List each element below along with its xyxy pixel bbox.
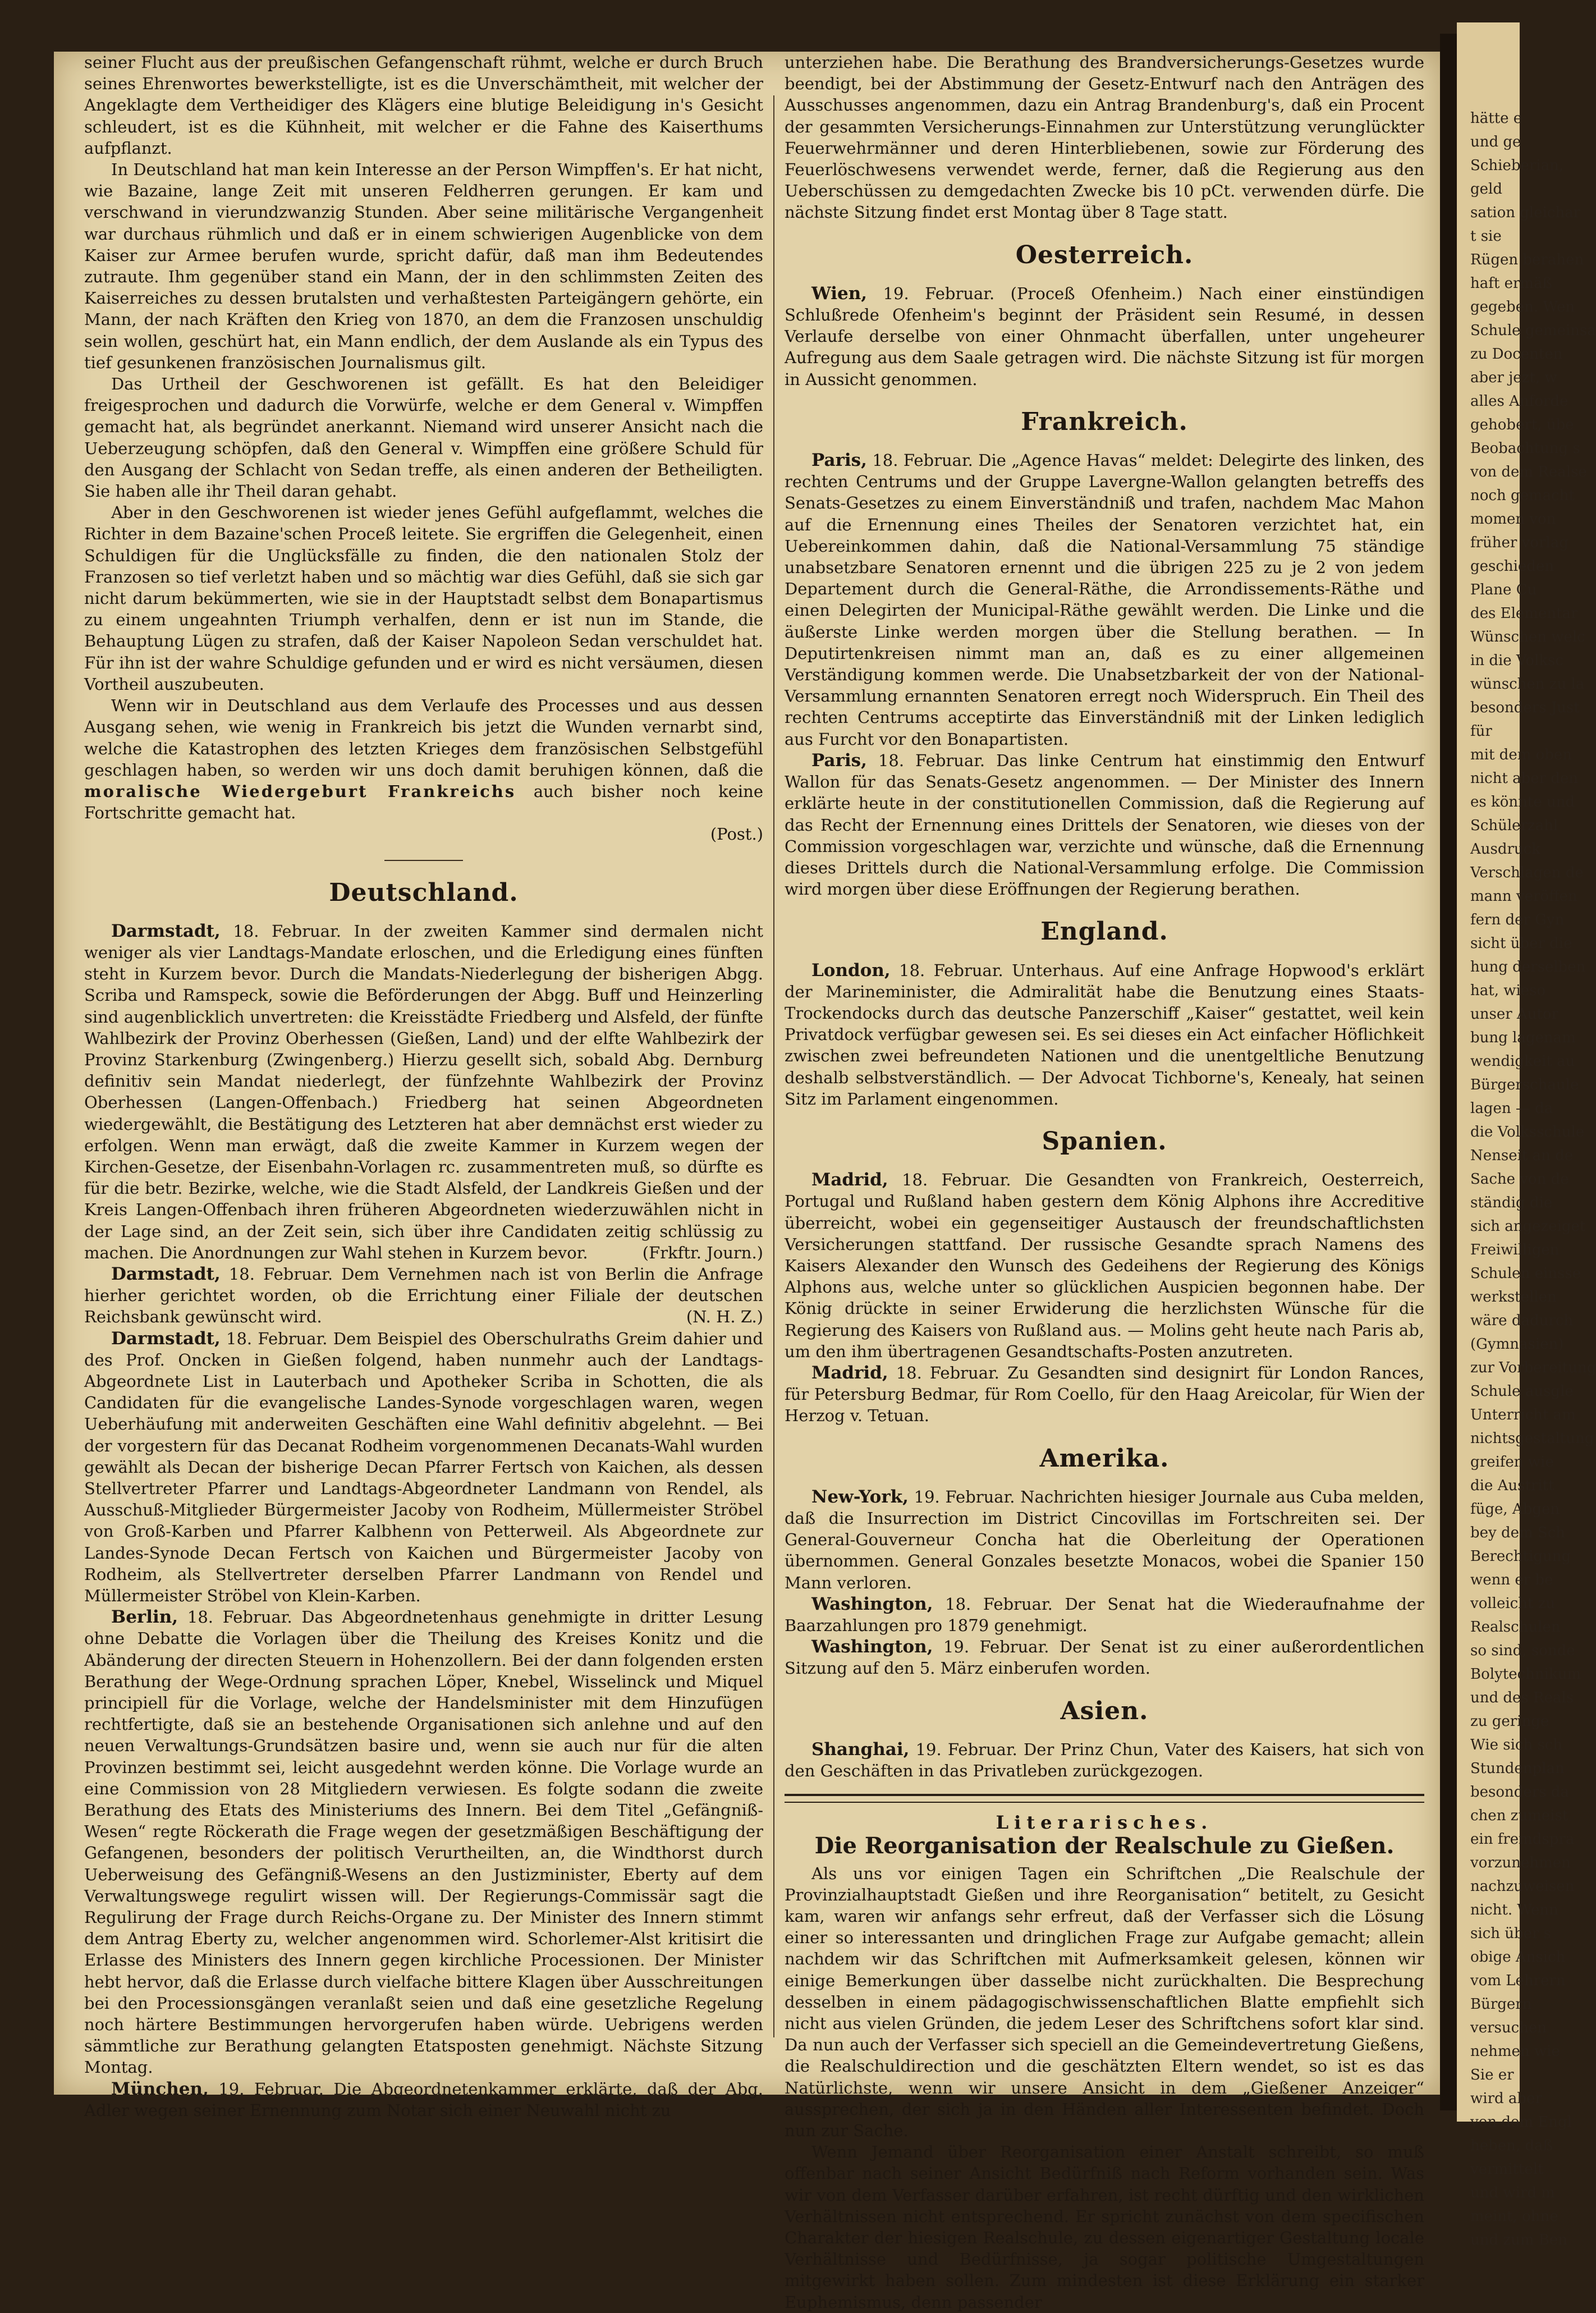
spaced-emphasis: moralische Wiedergeburt Frankreichs bbox=[84, 781, 516, 801]
dateline-place: Paris, bbox=[811, 450, 867, 471]
paragraph: Das Urtheil der Geschworenen ist gefällt. Es hat den Beleidiger freigesprochen und dadurch die Vorwürfe, welche er dem General v. Wimpffen gemacht hat, als begründet anerkannt. Niemand wird unserer Ansicht nach die Ueberzeugung schöpfen, daß den General v. Wimpffen eine größere Schuld für den Ausgang der Schlacht von Sedan treffe, als einen anderen der Betheiligten. Sie haben alle ihr Theil daran gehabt. bbox=[84, 374, 763, 501]
left-column bbox=[84, 52, 763, 2121]
news-item bbox=[785, 750, 1424, 900]
news-text: 18. Februar. Die „Agence Havas“ meldet: Delegirte des linken, des rechten Centrums und der Gruppe Lavergne-Wallon gelangten betreffs des Senats-Gesetzes zu einem Einverständniß und trafen, nachdem Mac Mahon auf die Ernennung eines Theiles der Senatoren verzichtet hat, ein Uebereinkommen dahin, daß die National-Versammlung 75 ständige unabsetzbare Senatoren ernennt und die übrigen 225 zu je 2 von jedem Departement durch die General-Räthe, die Arrondissements-Räthe und einen Delegirten der Municipal-Räthe gewählt werden. Die Linke und die äußerste Linke werden morgen über die Stellung berathen. — In Deputirtenkreisen nimmt man an, daß es zu einer allgemeinen Verständigung kommen werde. Die Unabsetzbarkeit der von der National-Versammlung ernannten Senatoren erregt noch Widerspruch. Ein Theil des rechten Centrums acceptirte das Einverständniß mit der Linken lediglich aus Furcht vor den Bonapartisten. bbox=[785, 451, 1424, 749]
source-note: (Post.) bbox=[710, 825, 763, 844]
news-list-deutschland bbox=[84, 920, 763, 2121]
section-heading: Spanien. bbox=[1042, 1126, 1167, 1156]
closing-text-b: auch bisher noch keine Fortschritte gemacht hat. bbox=[84, 781, 763, 823]
news-text: 18. Februar. Unterhaus. Auf eine Anfrage Hopwood's erklärt der Marineminister, die Admiralität habe die Benutzung eines Staats-Trockendocks durch das deutsche Panzerschiff „Kaiser“ gestattet, weil kein Privatdock verfügbar gewesen sei. Es sei dieses ein Act einfacher Höflichkeit zwischen zwei befreundeten Nationen und die unentgeltliche Benutzung deshalb selbstverständlich. — Der Advocat Tichborne's, Kenealy, hat seinen Sitz im Parlament eingenommen. bbox=[785, 960, 1424, 1109]
dateline-place: Madrid, bbox=[811, 1170, 888, 1190]
news-item bbox=[785, 450, 1424, 750]
news-item bbox=[84, 1328, 763, 1607]
paragraph: seiner Flucht aus der preußischen Gefangenschaft rühmt, welche er durch Bruch seines Ehrenwortes bewerkstelligte, ist es die Unverschämtheit, mit welcher der Angeklagte dem Vertheidiger des Klägers eine blutige Beleidigung in's Gesicht schleudert, ist es die Kühnheit, mit welcher er die Fahne des Kaiserthums aufpflanzt. bbox=[84, 53, 763, 158]
section-heading: England. bbox=[1040, 917, 1168, 946]
dateline-place: Washington, bbox=[811, 1593, 933, 1614]
dateline-place: Darmstadt, bbox=[111, 1263, 221, 1284]
section-heading: Amerika. bbox=[1039, 1444, 1170, 1473]
dateline-place: Paris, bbox=[811, 750, 867, 771]
dateline-place: Darmstadt, bbox=[111, 1328, 221, 1349]
news-item bbox=[785, 1486, 1424, 1593]
news-source: (Frkftr. Journ.) bbox=[642, 1243, 763, 1262]
dateline-place: Darmstadt, bbox=[111, 920, 221, 941]
paragraph: unterziehen habe. Die Berathung des Brandversicherungs-Gesetzes wurde beendigt, bei der Abstimmung der Gesetz-Entwurf nach den Anträgen des Ausschusses angenommen, dazu ein Antrag Brandenburg's, daß ein Procent der gesammten Versicherungs-Einnahmen zur Unterstützung verunglückter Feuerwehrmänner und deren Hinterbliebenen, sowie zur Förderung des Feuerlöschwesens verwendet werde, ferner, daß die Regierung aus den Ueberschüssen zu demgedachten Zwecke bis 10 pCt. verwenden dürfe. Die nächste Sitzung findet erst Montag über 8 Tage statt. bbox=[785, 53, 1424, 222]
news-item bbox=[785, 283, 1424, 390]
dateline-place: Washington, bbox=[811, 1637, 933, 1657]
closing-text-a: Wenn wir in Deutschland aus dem Verlaufe des Processes und aus dessen Ausgang sehen, wie wenig in Frankreich bis jetzt die Wunden vernarbt sind, welche die Katastrophen des letzten Krieges dem französischen Selbstgefühl geschlagen haben, so werden wir uns doch damit beruhigen können, daß die bbox=[84, 696, 763, 780]
next-page-edge bbox=[1457, 22, 1596, 2248]
news-source: (N. H. Z.) bbox=[686, 1307, 763, 1327]
news-text: 18. Februar. In der zweiten Kammer sind dermalen nicht weniger als vier Landtags-Mandate erloschen, und die Erledigung eines fünften steht in Kurzem bevor. Durch die Mandats-Niederlegung der bisherigen Abgg. Scriba und Ramspeck, sowie die Beförderungen der Abgg. Buff und Heinzerling sind augenblicklich unvertreten: die Kreisstädte Friedberg und Alsfeld, der fünfte Wahlbezirk der Provinz Oberhessen (Gießen, Land) und der elfte Wahlbezirk der Provinz Starkenburg (Zwingenberg.) Hierzu gesellt sich, sobald Abg. Dernburg definitiv sein Mandat niederlegt, der fünfzehnte Wahlbezirk der Provinz Oberhessen (Langen-Offenbach.) Friedberg hat seinen Abgeordneten wiedergewählt, die Bestätigung des Letzteren hat aber demnächst erst wieder zu erfolgen. Wenn man erwägt, daß die zweite Kammer in Kurzem wegen der Kirchen-Gesetze, der Eisenbahn-Vorlagen rc. zusammentreten muß, so dürfte es für die betr. Bezirke, welche, wie die Stadt Alsfeld, der Landkreis Gießen und der Kreis Langen-Offenbach ihren früheren Abgeordneten wiederzuwählen nicht in der Lage sind, an der Zeit sein, sich über ihre Candidaten zeitig schlüssig zu machen. Die Anordnungen zur Wahl stehen in Kurzem bevor. bbox=[84, 921, 764, 1262]
news-item bbox=[785, 960, 1424, 1110]
news-item bbox=[84, 920, 763, 1263]
dateline-place: Shanghai, bbox=[811, 1739, 910, 1760]
dateline-place: Wien, bbox=[811, 283, 868, 304]
column-divider bbox=[773, 95, 774, 2037]
news-text: 18. Februar. Zu Gesandten sind designirt für London Rances, für Petersburg Bedmar, für Rom Coello, für den Haag Areicolar, für Wien der Herzog v. Tetuan. bbox=[785, 1363, 1424, 1426]
closing-paragraph bbox=[84, 695, 763, 823]
literary-title: Die Reorganisation der Realschule zu Gießen. bbox=[814, 1833, 1395, 1859]
news-item bbox=[785, 1636, 1424, 1679]
next-page-fragment: hätte e und ge Schieberian, geld sation gleichar t sie Rügen berahen haft ermäß gegeben. Wen Schule gemeinsa zu Docenten aber jezt, w alles Anforde gehobert, übe Beobachtung s von dem Realse noch gemacht momen von früher vorlag geschieden Plane Cu des Elementar Wünschen welc in die Volksc wünschen zu la besonders Just für mit dem oben nicht aber den es könnte und Schülerzahl Ausdruck Verschlagen de mann veröffen fern der Gyn sicht über die hung derselben hat, wieso unser Autor bung lagenam wendigkeit au Bürgerschaule lagen — da die Volksschule Nenseit an de Sache von de ständig die sich angezeiget Freiwilligen Schulen einsse werkstellen wäre dadurch (Gymnasien) zur Vorbereitung Schule ausgle Unterricht am nichtsgestaltung greifen wie die Austritt füge, Abgen bey dem Sch Berechtigung wenn er be volleicht zu Realschulen so sind, sonde Bolytechnikum und des Reals zu geringe Wie sich sch Stundenplan besonders da chen zumeist ein fremdspra vorzunehmen nachzuweisen nicht. Wenn sich über s obige Ansich vom Lehrern Bürgern versuchen nehmen wie Sie er wird aber von dem Engl heben, daß vermittelt und wird m meint, ohne und zum Ben bbox=[1470, 110, 1596, 2248]
news-text: 19. Februar. Die Abgeordnetenkammer erklärte, daß der Abg. Adler wegen seiner Ernennung zum Notar sich einer Neuwahl nicht zu bbox=[84, 2079, 763, 2120]
feuilleton-rule bbox=[785, 1794, 1424, 1803]
section-heading: Asien. bbox=[1060, 1696, 1149, 1725]
section-heading-deutschland: Deutschland. bbox=[329, 878, 519, 907]
literary-label: Literarisches. bbox=[996, 1812, 1213, 1834]
news-sections bbox=[785, 240, 1425, 1782]
news-text: 19. Februar. Der Prinz Chun, Vater des Kaisers, hat sich von den Geschäften in das Privatleben zurückgezogen. bbox=[785, 1739, 1425, 1781]
news-text: 19. Februar. Nachrichten hiesiger Journale aus Cuba melden, daß die Insurrection im District Cincovillas im Fortschreiten sei. Der General-Gouverneur Concha hat die Oberleitung der Operationen übernommen. General Gonzales besetzte Monacos, wobei die Spanier 150 Mann verloren. bbox=[785, 1487, 1424, 1592]
news-text: 18. Februar. Der Senat hat die Wiederaufnahme der Baarzahlungen pro 1879 genehmigt. bbox=[785, 1594, 1425, 1635]
paragraph: Wenn Jemand über Reorganisation einer Anstalt schreibt, so muß offenbar nach seiner Ansicht Bedürfniß nach Reform vorhanden sein. Was wir von dem Verfasser darüber erfahren, ist recht dürftig und den wirklichen Verhältnissen nicht entsprechend. Er spricht zunächst von dem specifischen Charakter der hiesigen Realschule, zu dessen eigenartiger Gestaltung locale Verhältnisse und Bedürfnisse, ja sogar politische Umgestaltungen mitgewirkt haben sollen. Zum mindesten ist diese Erklärung ein starker Euphemismus, denn passender bbox=[785, 2142, 1424, 2312]
paragraph: In Deutschland hat man kein Interesse an der Person Wimpffen's. Er hat nicht, wie Bazaine, lange Zeit mit unseren Feldherren gerungen. Er kam und verschwand in vierundzwanzig Stunden. Aber seine militärische Vergangenheit war durchaus rühmlich und daß er in einem schwierigen Augenblicke von dem Kaiser zur Armee berufen wurde, spricht dafür, daß man ihm Bedeutendes zutraute. Ihm gegenüber stand ein Mann, der in den schlimmsten Zeiten des Kaiserreiches zu dessen brutalsten und verhaßtesten Parteigängern gehörte, ein Mann, der nach Kräften den Krieg von 1870, an dem die Franzosen unschuldig sein wollen, geschürt hat, ein Mann endlich, der dem Auslande als ein Typus des tief gesunkenen französischen Journalismus gilt. bbox=[84, 160, 763, 372]
dateline-place: Berlin, bbox=[111, 1607, 178, 1628]
news-item bbox=[785, 1362, 1424, 1427]
news-item bbox=[785, 1593, 1424, 1636]
news-text: 19. Februar. (Proceß Ofenheim.) Nach einer einstündigen Schlußrede Ofenheim's beginnt der Präsident sein Resumé, in dessen Verlaufe derselbe von einer Ohnmacht überfallen, unter ungeheurer Aufregung aus dem Saale getragen wird. Die nächste Sitzung ist für morgen in Aussicht genommen. bbox=[785, 283, 1424, 389]
news-text: 19. Februar. Der Senat ist zu einer außerordentlichen Sitzung auf den 5. März einberufen worden. bbox=[785, 1637, 1424, 1678]
news-item bbox=[84, 1263, 763, 1328]
section-rule bbox=[384, 860, 463, 861]
news-text: 18. Februar. Dem Beispiel des Oberschulraths Greim dahier und des Prof. Oncken in Gießen folgend, haben nunmehr auch der Landtags-Abgeordnete List in Lauterbach und Apotheker Scriba in Schotten, die als Candidaten für die evangelische Landes-Synode vorgeschlagen waren, wegen Ueberhäufung mit anderweiten Geschäften eine Wahl definitiv abgelehnt. — Bei der vorgestern für das Decanat Rodheim vorgenommenen Decanats-Wahl wurden gewählt als Decan der bisherige Decan Pfarrer Fertsch von Kaichen, als dessen Stellvertreter Pfarrer und Landtags-Abgeordneter Landmann von Rendel, als Ausschuß-Mitglieder Bürgermeister Jacoby von Rodheim, Müllermeister Ströbel von Groß-Karben und Pfarrer Kalbhenn von Petterweil. Als Abgeordnete zur Landes-Synode Decan Fertsch von Kaichen und Bürgermeister Jacoby von Rodheim, als Stellvertreter derselben Pfarrer Landmann von Rendel und Müllermeister Ströbel von Klein-Karben. bbox=[84, 1329, 763, 1606]
paragraph: Aber in den Geschworenen ist wieder jenes Gefühl aufgeflammt, welches die Richter in dem Bazaine'schen Proceß leitete. Sie ergriffen die Gelegenheit, einen Schuldigen für die Unglücksfälle zu finden, die den nationalen Stolz der Franzosen so tief verletzt haben und so mächtig war dies Gefühl, daß sie sich gar nicht darum bekümmerten, wie sie in der Hauptstadt selbst dem Bonapartismus zu einem ungeahnten Triumph verhalfen, denn er ist nun im Stande, die Behauptung Lügen zu strafen, daß der Kaiser Napoleon Sedan verschuldet hat. Für ihn ist der wahre Schuldige gefunden und er wird es nicht versäumen, diesen Vortheil auszubeuten. bbox=[84, 503, 763, 694]
book-gutter bbox=[1440, 34, 1457, 2110]
news-text: 18. Februar. Dem Vernehmen nach ist von Berlin die Anfrage hierher gerichtet worden, ob die Errichtung einer Filiale der deutschen Reichsbank gewünscht wird. bbox=[84, 1264, 764, 1327]
news-item bbox=[84, 1606, 763, 2078]
news-item bbox=[785, 1169, 1424, 1362]
dateline-place: New-York, bbox=[811, 1486, 909, 1507]
section-heading: Oesterreich. bbox=[1015, 240, 1194, 269]
paragraph: Als uns vor einigen Tagen ein Schriftchen „Die Realschule der Provinzialhauptstadt Gießen und ihre Reorganisation“ betitelt, zu Gesicht kam, waren wir anfangs sehr erfreut, daß der Verfasser sich die Lösung einer so interessanten und dringlichen Frage zur Aufgabe gemacht; allein nachdem wir das Schriftchen mit Aufmerksamkeit gelesen, können wir einige Bemerkungen über dasselbe nicht zurückhalten. Die Besprechung desselben in einem pädagogischwissenschaftlichen Blatte empfiehlt sich nicht aus vielen Gründen, die jedem Leser des Schriftchens sofort klar sind. Da nun auch der Verfasser sich speciell an die Gemeindevertretung Gießens, die Realschuldirection und die geschätzten Eltern wendet, so ist es das Natürlichste, wenn wir unsere Ansicht in dem „Gießener Anzeiger“ aussprechen, der sich ja in den Händen aller Interessenten befindet. Doch nun zur Sache. bbox=[785, 1863, 1424, 2141]
news-text: 18. Februar. Die Gesandten von Frankreich, Oesterreich, Portugal und Rußland haben gestern dem König Alphons ihre Accreditive überreicht, wobei ein gegenseitiger Austausch der freundschaftlichsten Versicherungen stattfand. Der russische Gesandte sprach Namens des Kaisers Alexander den Wunsch des Gedeihens der Regierung des Königs Alphons aus, welche unter so glücklichen Auspicien begonnen habe. Der König drückte in seiner Erwiderung die herzlichsten Wünsche für die Regierung des Kaisers von Rußland aus. — Molins geht heute nach Paris ab, um den ihm übertragenen Gesandtschafts-Posten anzutreten. bbox=[785, 1170, 1424, 1361]
news-item bbox=[84, 2078, 763, 2121]
section-heading: Frankreich. bbox=[1021, 407, 1188, 436]
dateline-place: Madrid, bbox=[811, 1362, 888, 1383]
news-text: 18. Februar. Das Abgeordnetenhaus genehmigte in dritter Lesung ohne Debatte die Vorlagen über die Theilung des Kreises Konitz und die Abänderung der directen Steuern in Hohenzollern. Bei der dann folgenden ersten Berathung der Wege-Ordnung sprachen Löper, Knebel, Wisselinck und Miquel principiell für die Vorlage, welche der Handelsminister mit dem Hinzufügen rechtfertigte, daß sie an bestehende Organisationen sich anlehne und auf den neuen Verwaltungs-Grundsätzen basire und, wenn sie auch nur für die alten Provinzen bestimmt sei, leicht ausgedehnt werden könne. Die Vorlage wurde an eine Commission von 28 Mitgliedern verwiesen. Es folgte sodann die zweite Berathung des Etats des Ministeriums des Innern. Bei dem Titel „Gefängniß-Wesen“ regte Röckerath die Frage wegen der gesetzmäßigen Beschäftigung der Gefangenen, besonders der politisch Verurtheilten, an, die Windthorst durch Ueberweisung des Gefängniß-Wesens an den Justizminister, Eberty auf dem Verwaltungswege regulirt wissen will. Der Regierungs-Commissär sagt die Regulirung der Frage durch Reichs-Organe zu. Der Minister des Innern stimmt dem Antrag Eberty zu, welcher angenommen wird. Schorlemer-Alst kritisirt die Erlasse des Ministers des Innern gegen kirchliche Processionen. Der Minister hebt hervor, daß die Erlasse durch vielfache bittere Klagen über Ausschreitungen bei den Processionsgängen veranlaßt seien und daß eine gesetzliche Regelung noch härtere Bestimmungen hervorgerufen haben würde. Uebrigens werden sämmtliche zur Berathung gelangten Etatsposten genehmigt. Nächste Sitzung Montag. bbox=[84, 1607, 763, 2077]
news-item bbox=[785, 1739, 1424, 1781]
news-text: 18. Februar. Das linke Centrum hat einstimmig den Entwurf Wallon für das Senats-Gesetz angenommen. — Der Minister des Innern erklärte heute in der constitutionellen Commission, daß die Regierung auf das Recht der Ernennung eines Drittels der Senatoren, wie dieses von der Commission vorgeschlagen war, verzichte und wünsche, daß die Ernennung dieses Drittels durch die National-Versammlung erfolge. Die Commission wird morgen über diese Eröffnungen der Regierung berathen. bbox=[785, 750, 1425, 899]
dateline-place: London, bbox=[811, 960, 891, 981]
right-column bbox=[785, 52, 1424, 2313]
dateline-place: München, bbox=[111, 2078, 209, 2099]
